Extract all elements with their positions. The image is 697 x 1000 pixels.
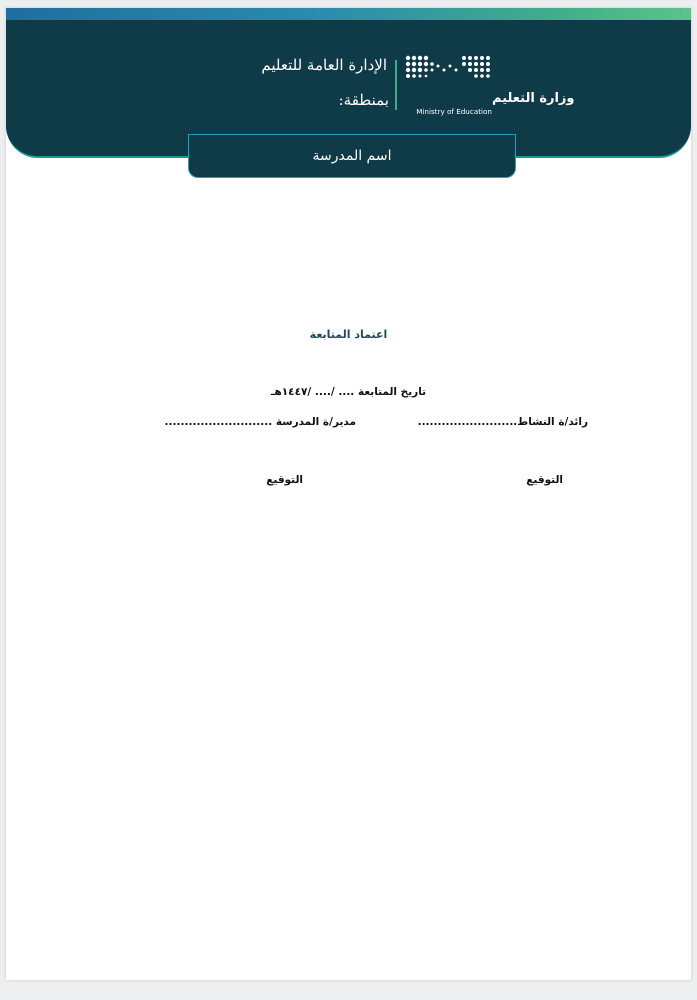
school-name-label: اسم المدرسة bbox=[312, 148, 392, 164]
logo-divider bbox=[395, 60, 397, 110]
ministry-logo-icon bbox=[402, 52, 575, 118]
ministry-logo bbox=[402, 52, 575, 118]
principal-signature: التوقيع bbox=[266, 474, 303, 486]
logo-english-text: Ministry of Education bbox=[416, 107, 492, 116]
top-gradient-strip bbox=[6, 8, 691, 20]
principal-field: مدير/ة المدرسة ........................... bbox=[164, 416, 356, 428]
follow-up-date: تاريخ المتابعة .... /.... /١٤٤٧هـ bbox=[270, 386, 427, 398]
region-label: بمنطقة: bbox=[338, 91, 389, 109]
document-page bbox=[6, 8, 691, 980]
general-administration-label: الإدارة العامة للتعليم bbox=[261, 56, 387, 74]
activity-leader-field: رائد/ة النشاط......................... bbox=[417, 416, 588, 428]
school-name-tab bbox=[188, 134, 516, 178]
logo-arabic-text: وزارة التعليم bbox=[492, 91, 575, 106]
document-title: اعتماد المتابعة bbox=[309, 328, 388, 341]
activity-leader-signature: التوقيع bbox=[526, 474, 563, 486]
